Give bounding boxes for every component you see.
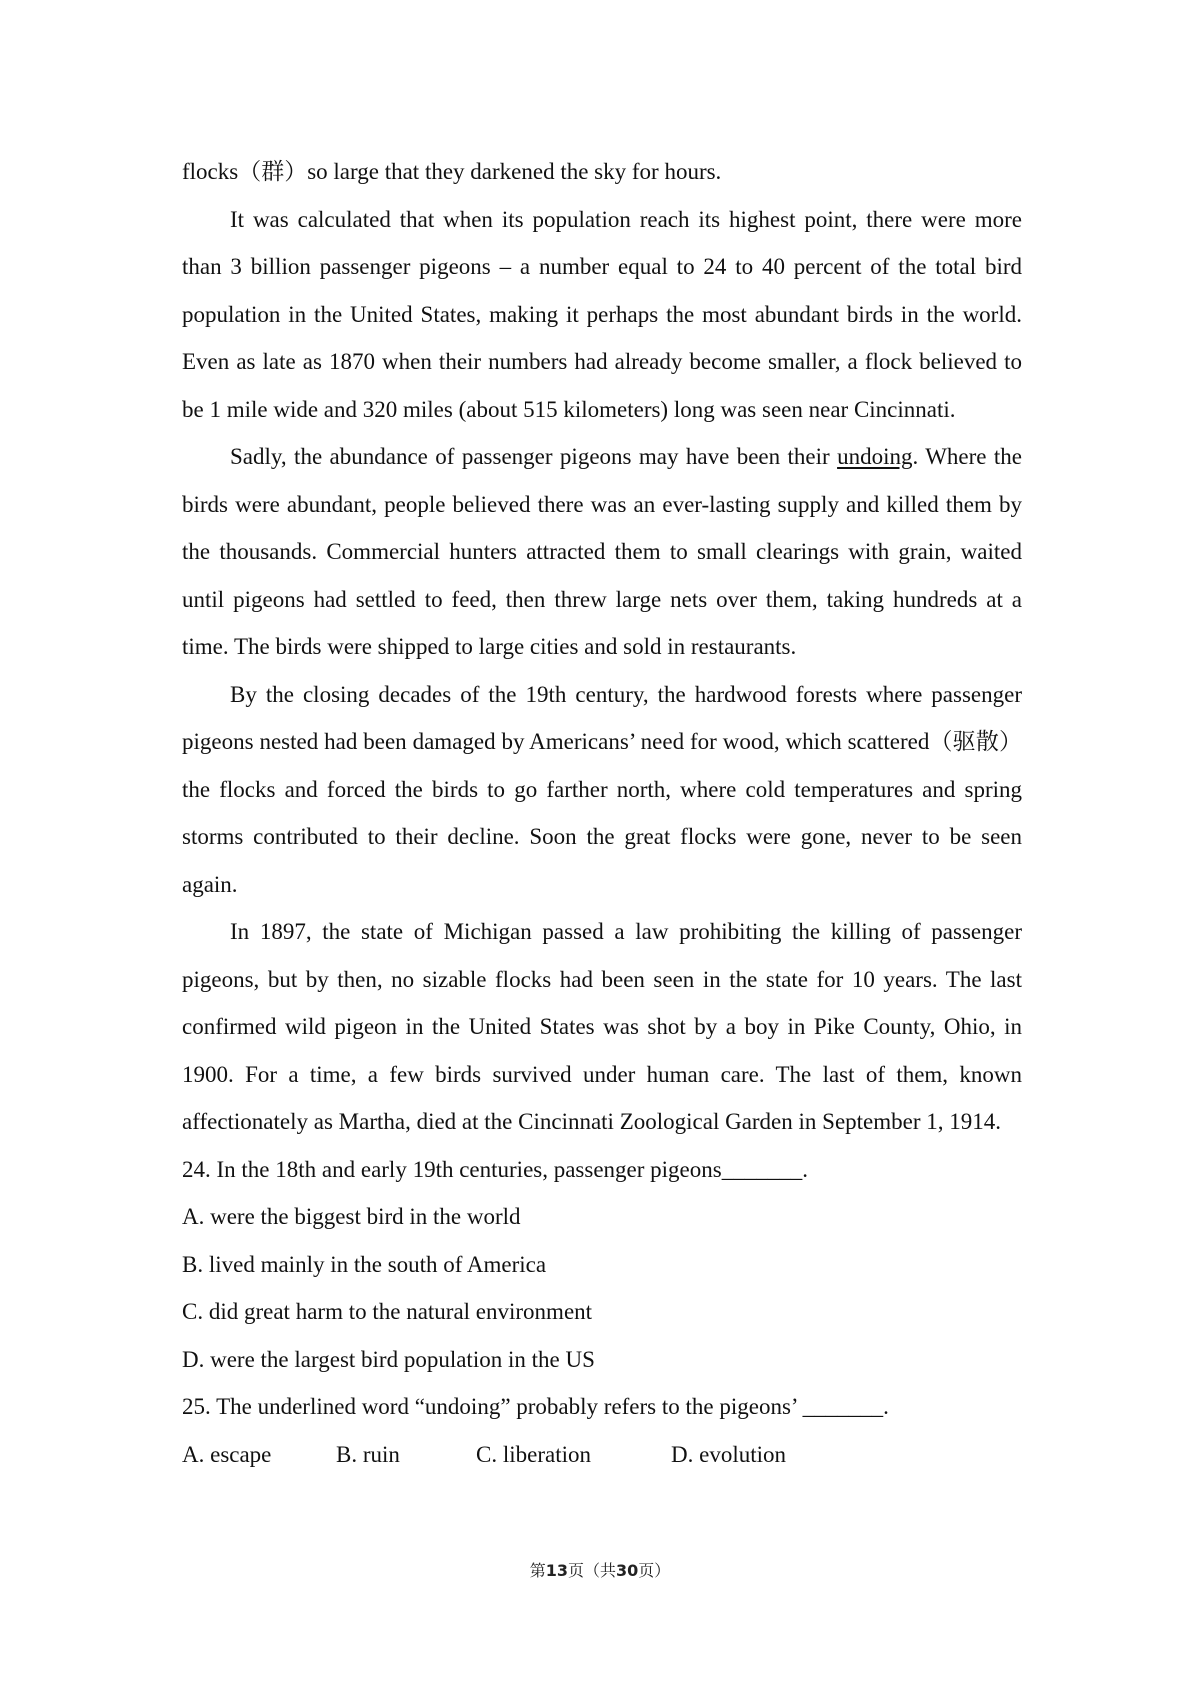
passage-paragraph-4: In 1897, the state of Michigan passed a law prohibiting the killing of passenger pigeons, but by then, no sizable flocks had been seen in the state for 10 years. The last confirmed wild pigeon in the United States was shot by a boy in Pike County, Ohio, in 1900. For a time, a few birds survived under human care. The last of them, known affectionately as Martha, died at the Cincinnati Zoological Garden in September 1, 1914. [182,919,1022,1134]
question-25-options [182,1431,1022,1479]
footer-page-number: 13 [545,1561,568,1580]
paragraph-text: Sadly, the abundance of passenger pigeons may have been their [230,444,838,469]
question-25-option-c: C. liberation [476,1441,591,1467]
passage-paragraph-0: flocks（群）so large that they darkened the sky for hours. [182,159,722,184]
question-24-option-c: C. did great harm to the natural environment [182,1299,593,1324]
footer-suffix: 页） [638,1561,671,1580]
page-footer [0,1558,1200,1581]
content-area [182,148,1022,1478]
question-24-stem: 24. In the 18th and early 19th centuries, passenger pigeons_______. [182,1156,808,1182]
passage-paragraph-3: By the closing decades of the 19th century, the hardwood forests where passenger pigeons nested had been damaged by Americans’ need for wood, which scattered（驱散）the flocks and forced the birds to go farther north, where cold temperatures and spring storms contributed to their decline. Soon the great flocks were gone, never to be seen again. [182,681,1022,897]
question-25-stem: 25. The underlined word “undoing” probably refers to the pigeons’ _______. [182,1394,889,1419]
footer-middle: 页（共 [567,1561,616,1580]
footer-total-pages: 30 [616,1561,639,1580]
question-24-option-b: B. lived mainly in the south of America [182,1251,547,1277]
question-25-option-b: B. ruin [336,1441,400,1467]
question-25-option-a: A. escape [182,1441,272,1467]
passage-paragraph-2 [182,433,1022,671]
question-24-option-d: D. were the largest bird population in the US [182,1346,595,1372]
paragraph-text: . Where the birds were abundant, people believed there was an ever-lasting supply and killed them by the thousands. Commercial hunters attracted them to small clearings with grain, waited until pigeons had settled to feed, then threw large nets over them, taking hundreds at a time. The birds were shipped to large cities and sold in restaurants. [182,444,1022,659]
question-25-option-d: D. evolution [671,1441,786,1467]
footer-prefix: 第 [529,1561,546,1580]
passage-paragraph-1: It was calculated that when its population reach its highest point, there were more than 3 billion passenger pigeons – a number equal to 24 to 40 percent of the total bird population in the United States, making it perhaps the most abundant birds in the world. Even as late as 1870 when their numbers had already become smaller, a flock believed to be 1 mile wide and 320 miles (about 515 kilometers) long was seen near Cincinnati. [182,206,1022,422]
underlined-word: undoing [837,444,913,469]
question-24-option-a: A. were the biggest bird in the world [182,1204,521,1229]
